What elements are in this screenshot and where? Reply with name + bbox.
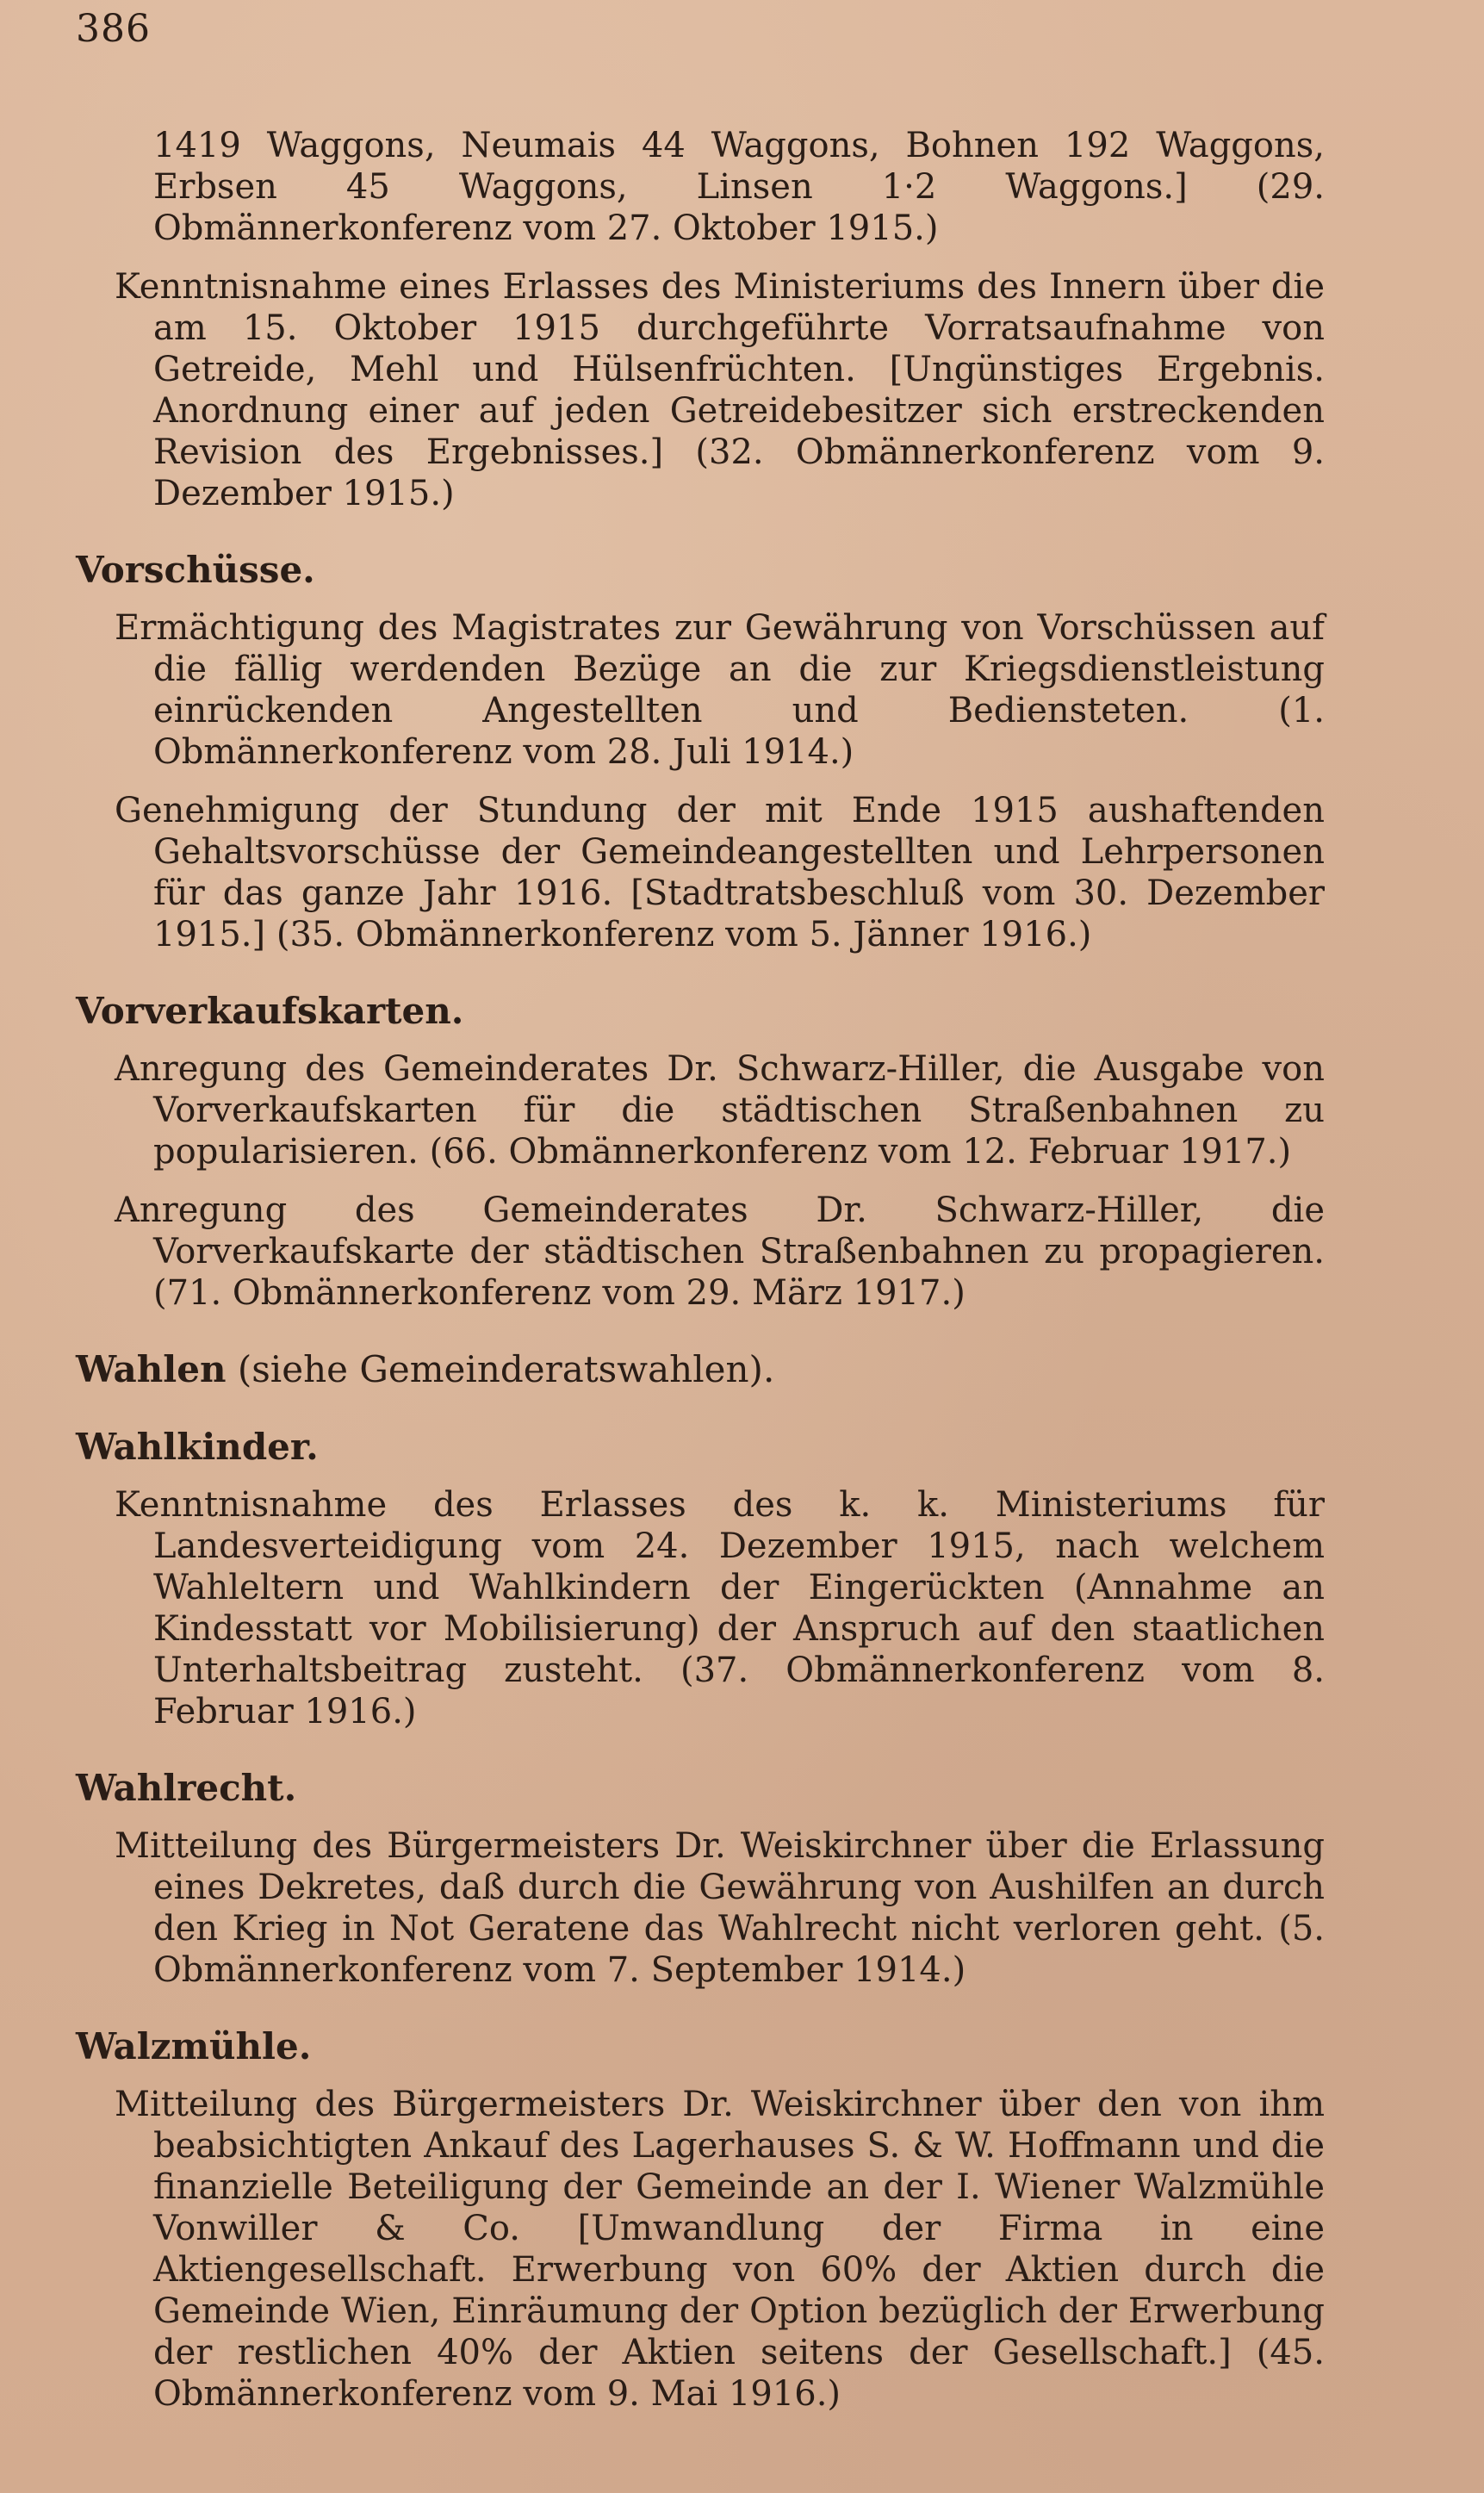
entry: Kenntnisnahme des Erlasses des k. k. Ministeriums für Landesverteidigung vom 24. Dezember 1915, nach welchem Wahleltern und Wahlkindern der Eingerückten (Annahme an Kindesstatt vor Mobilisierung) der Anspruch auf den staatlichen Unterhaltsbeitrag zusteht. (37. Obmännerkonferenz vom 8. Februar 1916.): [115, 1485, 1325, 1731]
heading-term: Wahlen: [76, 1348, 227, 1390]
entry-continued: 1419 Waggons, Neumais 44 Waggons, Bohnen 192 Waggons, Erbsen 45 Waggons, Linsen 1·2 Waggons.] (29. Obmännerkonferenz vom 27. Oktober 1915.): [153, 126, 1325, 248]
section-heading-vorverkaufskarten: Vorverkaufskarten.: [76, 990, 464, 1032]
page-number: 386: [76, 7, 151, 51]
entry: Kenntnisnahme eines Erlasses des Ministeriums des Innern über die am 15. Oktober 1915 durchgeführte Vorratsaufnahme von Getreide, Mehl und Hülsenfrüchten. [Ungünstiges Ergebnis. Anordnung einer auf jeden Getreidebesitzer sich erstreckenden Revision des Ergebnisses.] (32. Obmännerkonferenz vom 9. Dezember 1915.): [115, 267, 1325, 513]
entry: Anregung des Gemeinderates Dr. Schwarz-Hiller, die Ausgabe von Vorverkaufskarten für die städtischen Straßenbahnen zu popularisieren. (66. Obmännerkonferenz vom 12. Februar 1917.): [115, 1049, 1325, 1172]
section-heading-wahlen: [76, 1348, 1325, 1391]
section-heading-vorschuesse: Vorschüsse.: [76, 549, 315, 591]
section-heading-walzmuehle: Walzmühle.: [76, 2025, 312, 2067]
entry: Mitteilung des Bürgermeisters Dr. Weiskirchner über die Erlassung eines Dekretes, daß durch die Gewährung von Aushilfen an durch den Krieg in Not Geratene das Wahlrecht nicht verloren geht. (5. Obmännerkonferenz vom 7. September 1914.): [115, 1826, 1325, 1990]
section-heading-wahlrecht: Wahlrecht.: [76, 1767, 297, 1809]
entry: Anregung des Gemeinderates Dr. Schwarz-Hiller, die Vorverkaufskarte der städtischen Straßenbahnen zu propagieren. (71. Obmännerkonferenz vom 29. März 1917.): [115, 1191, 1325, 1313]
page-content: [76, 125, 1325, 2432]
section-heading-wahlkinder: Wahlkinder.: [76, 1426, 319, 1468]
entry: Genehmigung der Stundung der mit Ende 1915 aushaftenden Gehaltsvorschüsse der Gemeindeangestellten und Lehrpersonen für das ganze Jahr 1916. [Stadtratsbeschluß vom 30. Dezember 1915.] (35. Obmännerkonferenz vom 5. Jänner 1916.): [115, 791, 1325, 954]
cross-reference: (siehe Gemeinderatswahlen).: [226, 1348, 775, 1390]
entry: Ermächtigung des Magistrates zur Gewährung von Vorschüssen auf die fällig werdenden Bezüge an die zur Kriegsdienstleistung einrückenden Angestellten und Bediensteten. (1. Obmännerkonferenz vom 28. Juli 1914.): [115, 608, 1325, 772]
entry: Mitteilung des Bürgermeisters Dr. Weiskirchner über den von ihm beabsichtigten Ankauf des Lagerhauses S. & W. Hoffmann und die finanzielle Beteiligung der Gemeinde an der I. Wiener Walzmühle Vonwiller & Co. [Umwandlung der Firma in eine Aktiengesellschaft. Erwerbung von 60% der Aktien durch die Gemeinde Wien, Einräumung der Option bezüglich der Erwerbung der restlichen 40% der Aktien seitens der Gesellschaft.] (45. Obmännerkonferenz vom 9. Mai 1916.): [115, 2085, 1325, 2414]
